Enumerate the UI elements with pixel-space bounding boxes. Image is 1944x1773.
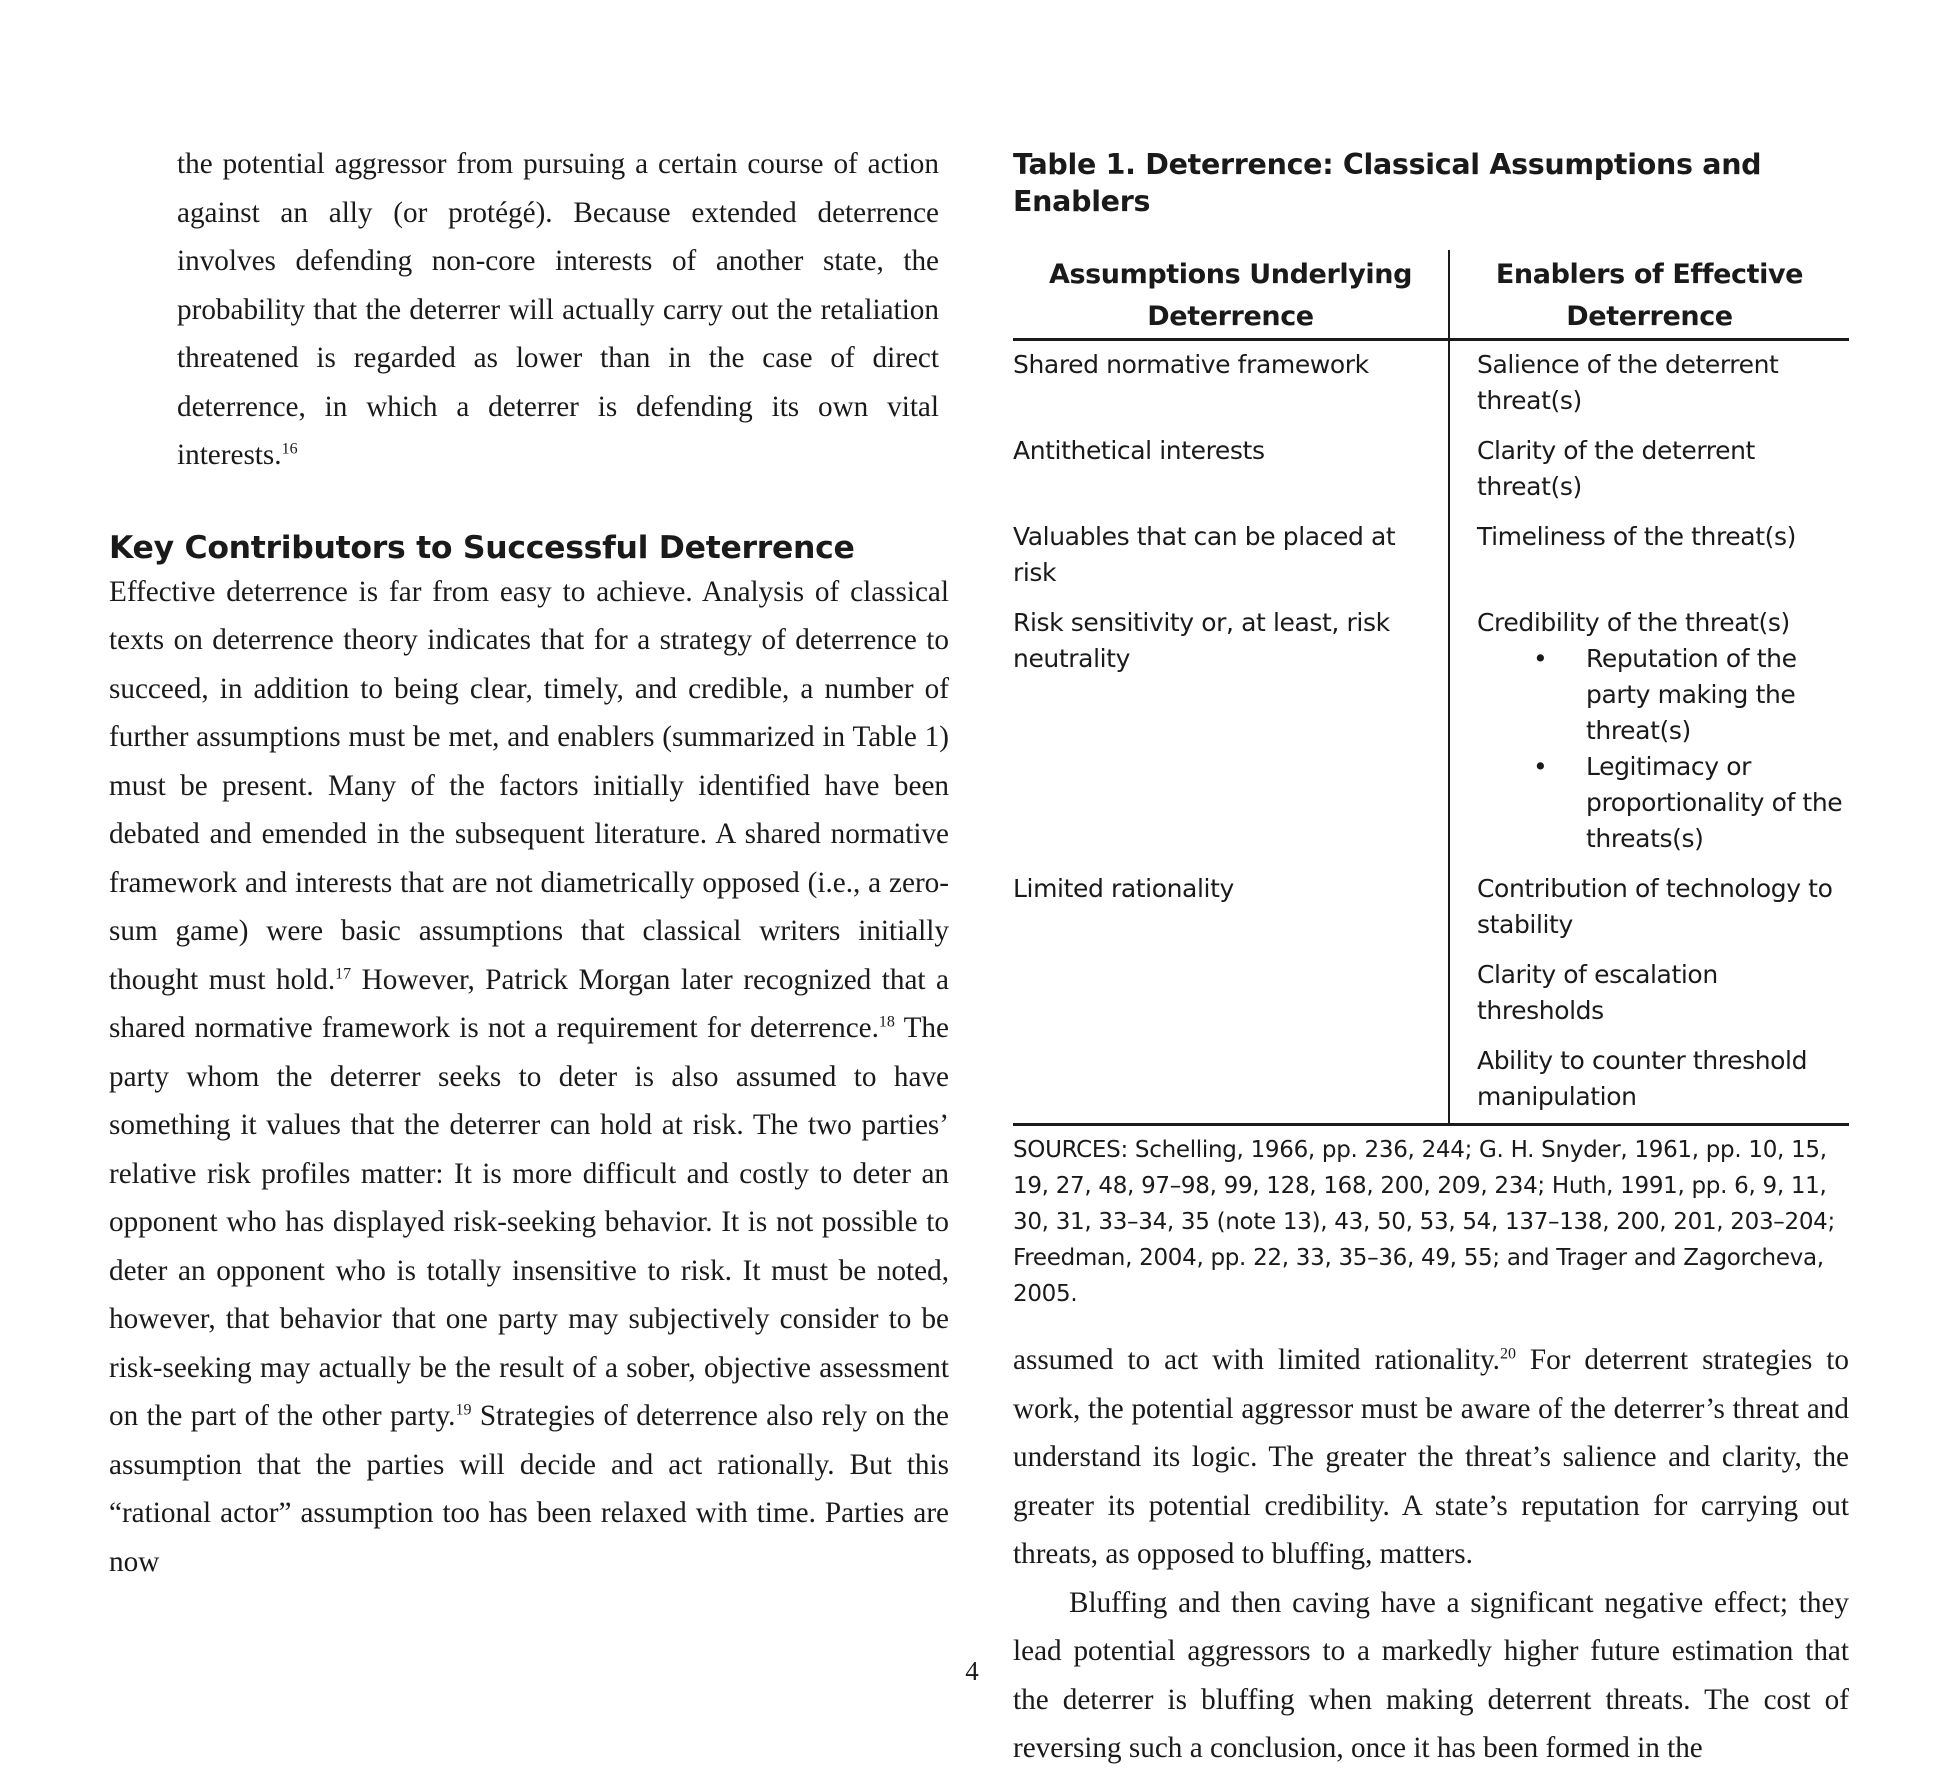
bullet-text: Legitimacy or proportionality of the threats(s): [1586, 752, 1843, 853]
enabler-cell: Salience of the deterrent threat(s): [1477, 350, 1779, 415]
intro-paragraph: [177, 140, 939, 480]
enabler-cell: Timeliness of the threat(s): [1477, 522, 1796, 551]
enabler-bullet-item: [1477, 749, 1849, 857]
body-paragraph: [109, 568, 949, 1587]
bullet-icon: •: [1533, 644, 1548, 673]
intro-paragraph-text: the potential aggressor from pursuing a certain course of action against an ally (or protégé). Because extended deterrence involves defending non-core interests of another state, the probability that the deterrer will actually carry out the retaliation threatened is regarded as lower than in the case of direct deterrence, in which a deterrer is defending its own vital interests.: [177, 148, 939, 471]
assumption-cell: Limited rationality: [1013, 865, 1449, 951]
section-heading: Key Contributors to Successful Deterrence: [109, 529, 855, 566]
footnote-ref-17: 17: [335, 964, 352, 982]
body-text-part-1: Effective deterrence is far from easy to achieve. Analysis of classical texts on deterrence theory indicates that for a strategy of deterrence to succeed, in addition to being clear, timely, and credible, a number of further assumptions must be met, and enablers (summarized in Table 1) must be present. Many of the factors initially identified have been debated and emended in the subsequent literature. A shared normative framework and interests that are not diametrically opposed (i.e., a zero-sum game) were basic assumptions that classical writers initially thought must hold.: [109, 575, 949, 996]
table-row: [1013, 513, 1849, 599]
page-number: 4: [965, 1656, 979, 1686]
right-paragraph-2: Bluffing and then caving have a significant negative effect; they lead potential aggressors to a markedly higher future estimation that the deterrer is bluffing when making deterrent threats. The cost of reversing such a conclusion, once it has been formed in the: [1013, 1586, 1849, 1764]
enabler-cell: Clarity of the deterrent threat(s): [1477, 436, 1755, 501]
table-row: [1013, 865, 1849, 951]
enabler-cell-text: Credibility of the threat(s): [1477, 608, 1790, 637]
table-row: [1013, 1037, 1849, 1125]
right-paragraph-1: [1013, 1336, 1849, 1579]
body-text-part-2: However, Patrick Morgan later recognized that a shared normative framework is not a requirement for deterrence.: [109, 963, 950, 1044]
table-row: [1013, 427, 1849, 513]
assumption-cell: Risk sensitivity or, at least, risk neutrality: [1013, 599, 1449, 865]
assumption-cell: Antithetical interests: [1013, 427, 1449, 513]
enabler-cell: [1449, 599, 1849, 865]
table-row: [1013, 951, 1849, 1037]
table-header-assumptions: Assumptions Underlying Deterrence: [1013, 250, 1449, 340]
footnote-ref-16: 16: [281, 440, 298, 458]
left-column: [109, 140, 949, 1586]
right-paragraph-1-part-2: For deterrent strategies to work, the potential aggressor must be aware of the deterrer’s threat and understand its logic. The greater the threat’s salience and clarity, the greater its potential credibility. A state’s reputation for carrying out threats, as opposed to bluffing, matters.: [1013, 1344, 1849, 1570]
assumption-cell: Valuables that can be placed at risk: [1013, 513, 1449, 599]
footnote-ref-18: 18: [878, 1013, 895, 1031]
bullet-icon: •: [1533, 752, 1548, 781]
body-text-part-4: Strategies of deterrence also rely on the assumption that the parties will decide and act rationally. But this “rational actor” assumption too has been relaxed with time. Parties are now: [109, 1400, 949, 1578]
enabler-bullet-list: [1477, 641, 1849, 857]
assumption-cell: [1013, 951, 1449, 1037]
enabler-cell: Clarity of escalation thresholds: [1477, 960, 1718, 1025]
bullet-text: Reputation of the party making the threat(s): [1586, 644, 1797, 745]
body-text-part-3: The party whom the deterrer seeks to deter is also assumed to have something it values that the deterrer can hold at risk. The two parties’ relative risk profiles matter: It is more difficult and costly to deter an opponent who has displayed risk-seeking behavior. It is not possible to deter an opponent who is totally insensitive to risk. It must be noted, however, that behavior that one party may subjectively consider to be risk-seeking may actually be the result of a sober, objective assessment on the part of the other party.: [109, 1012, 949, 1432]
enabler-cell: Ability to counter threshold manipulation: [1449, 1037, 1849, 1125]
footnote-ref-19: 19: [455, 1401, 472, 1419]
table-row: [1013, 599, 1849, 865]
table-title: Table 1. Deterrence: Classical Assumptions and Enablers: [1013, 148, 1762, 218]
enabler-bullet-item: [1477, 641, 1849, 749]
table-row: [1013, 340, 1849, 428]
enabler-cell: Contribution of technology to stability: [1477, 874, 1833, 939]
right-paragraph-1-part-1: assumed to act with limited rationality.: [1013, 1344, 1500, 1376]
deterrence-table: [1013, 250, 1849, 1126]
assumption-cell: Shared normative framework: [1013, 340, 1449, 428]
footnote-ref-20: 20: [1499, 1345, 1516, 1363]
assumption-cell: [1013, 1037, 1449, 1125]
table-header-row: [1013, 250, 1849, 340]
table-header-enablers: Enablers of Effective Deterrence: [1449, 250, 1849, 340]
table-sources-note: SOURCES: Schelling, 1966, pp. 236, 244; G. H. Snyder, 1961, pp. 10, 15, 19, 27, 48, 97–98, 99, 128, 168, 200, 209, 234; Huth, 1991, pp. 6, 9, 11, 30, 31, 33–34, 35 (note 13), 43, 50, 53, 54, 137–138, 200, 201, 203–204; Freedman, 2004, pp. 22, 33, 35–36, 49, 55; and Trager and Zagorcheva, 2005.: [1013, 1137, 1835, 1307]
right-column: [1013, 140, 1849, 1773]
